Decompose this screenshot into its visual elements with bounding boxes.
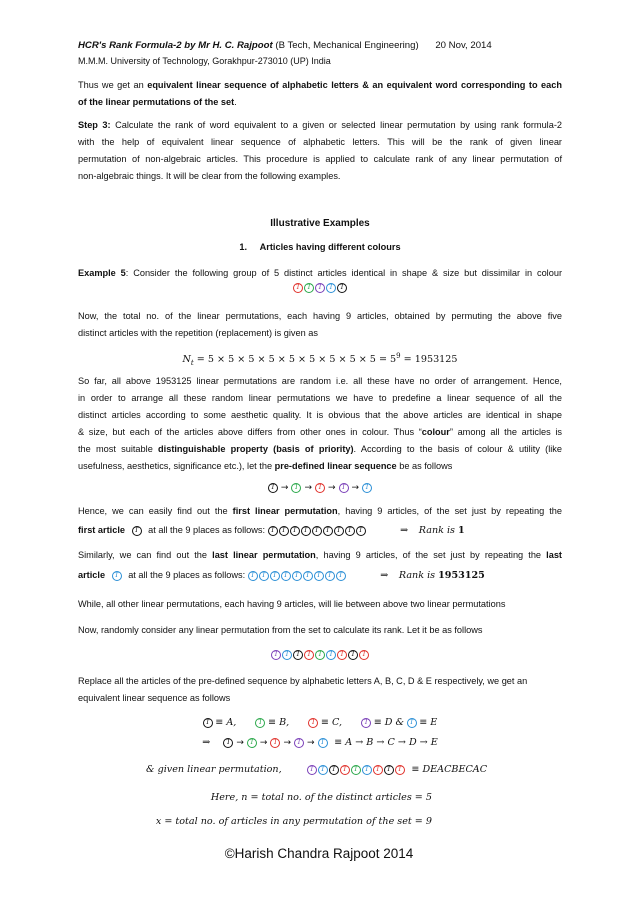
last-perm-line1 [78, 549, 562, 561]
article-blue-icon: T [282, 650, 292, 660]
text-bold: of the linear permutations of the set [78, 97, 235, 107]
formula-exponent: 9 [396, 352, 401, 360]
article-blue-icon: T [325, 571, 335, 581]
formula-total [78, 350, 562, 369]
random-line3: distinct articles according to some aesthetic quality. It is obvious that the above articles are identical in shape [78, 410, 562, 420]
article-black-icon: T [356, 526, 366, 536]
rank-label: Rank is [398, 570, 439, 581]
step3-line1 [78, 119, 562, 131]
article-blue-icon: T [362, 765, 372, 775]
rank-value: 1953125 [438, 570, 485, 581]
article-blue-icon: T [112, 571, 122, 581]
article-purple-icon: T [294, 738, 304, 748]
replace-line2: equivalent linear sequence as follows [78, 693, 231, 703]
last-perm-line2 [78, 569, 562, 582]
text-bold: last [546, 550, 562, 560]
text-bold: colour [421, 427, 450, 437]
predefined-sequence [78, 481, 562, 494]
article-purple-icon: T [315, 283, 325, 293]
article-black-icon: T [329, 765, 339, 775]
article-blue-icon: T [326, 283, 336, 293]
article-black-icon: T [268, 526, 278, 536]
article-red-icon: T [270, 738, 280, 748]
implies-icon: ⇒ [400, 525, 409, 536]
text-bold: equivalent linear sequence of alphabetic letters & an equivalent word corresponding to each [147, 80, 563, 90]
article-chips [293, 283, 347, 293]
article-red-icon: T [395, 765, 405, 775]
equiv-c: ≡ C, [320, 717, 343, 728]
formula-symbol: N [182, 354, 191, 366]
text-bold: first article [78, 525, 125, 535]
article-blue-icon: T [248, 571, 258, 581]
article-green-icon: T [255, 718, 265, 728]
arrow-icon: → [328, 483, 336, 493]
text-bold: last linear permutation [212, 550, 316, 560]
step3-label: Step 3: [78, 120, 111, 130]
article-red-icon: T [293, 283, 303, 293]
text: at all the 9 places as follows: [125, 570, 248, 580]
equivalences [78, 716, 562, 729]
text-bold: distinguishable property (basis of priority) [158, 444, 354, 454]
first-perm-chips [268, 526, 366, 536]
sequence-equivalence [78, 736, 562, 749]
seq2-chip-1 [223, 738, 233, 748]
step3-line4: non-algebraic things. It will be clear from the following examples. [78, 171, 341, 181]
article-red-icon: T [340, 765, 350, 775]
article-green-icon: T [351, 765, 361, 775]
article-red-icon: T [304, 650, 314, 660]
rank-label: Rank is [418, 525, 459, 536]
para1-line1 [78, 79, 562, 91]
formula-result: = 1953125 [400, 354, 458, 366]
random-line2: in order to arrange all these random linear permutations we have to predefine a linear sequence of all the [78, 393, 562, 403]
text: . [234, 97, 237, 107]
article-blue-icon: T [303, 571, 313, 581]
article-blue-icon: T [292, 571, 302, 581]
article-red-icon: T [359, 650, 369, 660]
text: Thus we get an [78, 80, 148, 90]
implies-icon: ⇒ [202, 737, 211, 748]
perm-text-line2: distinct articles with the repetition (replacement) is given as [78, 328, 319, 338]
article-blue-icon: T [318, 738, 328, 748]
random-pick-text: Now, randomly consider any linear permutation from the set to calculate its rank. Let it be as follows [78, 625, 483, 635]
subsection-title [78, 241, 562, 253]
arrow-icon: → [236, 738, 244, 748]
article-purple-icon: T [339, 483, 349, 493]
article-black-icon: T [293, 650, 303, 660]
text: . According to the basis of colour & utility (like [353, 444, 562, 454]
subsection-text: Articles having different colours [259, 242, 401, 252]
def-x [78, 815, 562, 828]
random-line1: So far, all above 1953125 linear permutations are random i.e. all these have no order of arrangement. Hence, [78, 376, 562, 386]
seq2-chip-5 [318, 738, 328, 748]
given-permutation [78, 648, 562, 660]
article-black-icon: T [337, 283, 347, 293]
def-n [78, 791, 562, 804]
equiv-e: ≡ E [419, 717, 438, 728]
random-line5 [78, 443, 562, 455]
replace-line1: Replace all the articles of the pre-defined sequence by alphabetic letters A, B, C, D & E respectively, we get an [78, 676, 528, 686]
article-green-icon: T [247, 738, 257, 748]
article-black-icon: T [384, 765, 394, 775]
seq-chip-4 [339, 483, 349, 493]
text: ” among all the articles is [449, 427, 562, 437]
article-black-icon: T [223, 738, 233, 748]
text: the most suitable [78, 444, 159, 454]
article-black-icon: T [279, 526, 289, 536]
header-title-line [78, 40, 562, 52]
text: usefulness, aesthetics, significance etc.), let the [78, 461, 275, 471]
first-perm-line2 [78, 524, 562, 537]
given-word-chips [307, 765, 405, 775]
given-word: ≡ DEACBECAC [411, 764, 488, 775]
article-black-icon: T [345, 526, 355, 536]
article-black-icon: T [132, 526, 142, 536]
text-bold: article [78, 570, 106, 580]
article-black-icon: T [301, 526, 311, 536]
header-title: HCR's Rank Formula-2 by Mr H. C. Rajpoot [78, 40, 273, 51]
article-purple-icon: T [271, 650, 281, 660]
article-blue-icon: T [259, 571, 269, 581]
header-degree: (B Tech, Mechanical Engineering) [272, 40, 419, 51]
seq2-chip-3 [270, 738, 280, 748]
rank-value: 1 [458, 525, 465, 536]
given-label: & given linear permutation, [146, 764, 282, 775]
last-perm-chips [248, 571, 346, 581]
arrow-icon: → [280, 483, 289, 493]
article-black-icon: T [203, 718, 213, 728]
text: & size, but each of the articles above differs from other ones in colour. Thus “ [78, 427, 422, 437]
article-blue-icon: T [326, 650, 336, 660]
article-purple-icon: T [307, 765, 317, 775]
header-date: 20 Nov, 2014 [435, 40, 492, 51]
article-green-icon: T [291, 483, 301, 493]
first-perm-line1 [78, 505, 562, 517]
text: be as follows [396, 461, 453, 471]
text: , having 9 articles, of the set just by repeating the [337, 506, 562, 516]
between-text: While, all other linear permutations, each having 9 articles, will lie between above two linear permutations [78, 599, 506, 609]
equiv-chip-e [407, 718, 417, 728]
formula-product: = 5 × 5 × 5 × 5 × 5 × 5 × 5 × 5 × 5 = 5 [193, 354, 397, 366]
text: , having 9 articles, of the set just by repeating the [315, 550, 547, 560]
article-black-icon: T [323, 526, 333, 536]
def-n-text: Here, n = total no. of the distinct articles = 5 [210, 792, 432, 803]
arrow-icon: → [307, 738, 315, 748]
seq2-chip-4 [294, 738, 304, 748]
footer-copyright: ©Harish Chandra Rajpoot 2014 [224, 846, 414, 861]
formula-subscript: t [190, 358, 194, 367]
step3-line2: with the help of equivalent linear sequence of alphabetic letters. This will be the rank of given linear [78, 137, 562, 147]
text: : Consider the following group of 5 distinct articles identical in shape & size but dissimilar in colour [125, 268, 563, 278]
article-blue-icon: T [281, 571, 291, 581]
example5-line [78, 267, 562, 279]
article-blue-icon: T [362, 483, 372, 493]
arrow-icon: → [351, 483, 360, 493]
text-bold: pre-defined linear sequence [274, 461, 397, 471]
article-green-icon: T [315, 650, 325, 660]
implies-icon: ⇒ [380, 570, 389, 581]
article-blue-icon: T [336, 571, 346, 581]
article-green-icon: T [304, 283, 314, 293]
arrow-icon: → [304, 483, 312, 493]
random-line6 [78, 460, 562, 472]
equiv-chip-c [308, 718, 318, 728]
seq-chip-5 [362, 483, 372, 493]
article-black-icon: T [290, 526, 300, 536]
article-red-icon: T [315, 483, 325, 493]
article-red-icon: T [308, 718, 318, 728]
text: Calculate the rank of word equivalent to a given or selected linear permutation by using rank formula-2 [110, 120, 562, 130]
equiv-chip-b [255, 718, 265, 728]
equiv-d: ≡ D & [373, 717, 405, 728]
seq-chip-3 [315, 483, 325, 493]
text-bold: first linear permutation [232, 506, 338, 516]
article-black-icon: T [268, 483, 278, 493]
text: Hence, we can easily find out the [78, 506, 233, 516]
article-set [78, 281, 562, 293]
seq-chip-2 [291, 483, 301, 493]
header-affiliation: M.M.M. University of Technology, Gorakhpur-273010 (UP) India [78, 56, 331, 66]
perm-text-line1: Now, the total no. of the linear permutations, each having 9 articles, obtained by permuting the above five [78, 311, 562, 321]
first-article-chip [132, 526, 142, 536]
arrow-icon: → [283, 738, 292, 748]
step3-line3: permutation of non-algebraic articles. This procedure is applied to calculate rank of any linear permutation of [78, 154, 562, 164]
example-label: Example 5 [78, 268, 126, 278]
equiv-b: ≡ B, [268, 717, 290, 728]
equiv-a: ≡ A, [215, 717, 237, 728]
article-black-icon: T [334, 526, 344, 536]
article-blue-icon: T [318, 765, 328, 775]
article-purple-icon: T [361, 718, 371, 728]
equiv-chip-a [203, 718, 213, 728]
article-red-icon: T [373, 765, 383, 775]
article-black-icon: T [312, 526, 322, 536]
seq-chip-1 [268, 483, 278, 493]
article-blue-icon: T [314, 571, 324, 581]
seq2-chip-2 [247, 738, 257, 748]
article-blue-icon: T [270, 571, 280, 581]
last-article-chip [112, 571, 122, 581]
text: at all the 9 places as follows: [145, 525, 268, 535]
sequence-letters: ≡ A → B → C → D → E [334, 737, 438, 748]
article-red-icon: T [337, 650, 347, 660]
given-word-line [78, 763, 562, 776]
article-black-icon: T [348, 650, 358, 660]
random-line4 [78, 426, 562, 438]
article-blue-icon: T [407, 718, 417, 728]
equiv-chip-d [361, 718, 371, 728]
arrow-icon: → [259, 738, 268, 748]
def-x-text: x = total no. of articles in any permutation of the set = 9 [155, 816, 432, 827]
text: Similarly, we can find out the [78, 550, 213, 560]
para1-line2 [78, 96, 562, 108]
given-perm-chips [271, 650, 369, 660]
section-title: Illustrative Examples [270, 218, 370, 229]
subsection-number: 1. [239, 242, 248, 252]
